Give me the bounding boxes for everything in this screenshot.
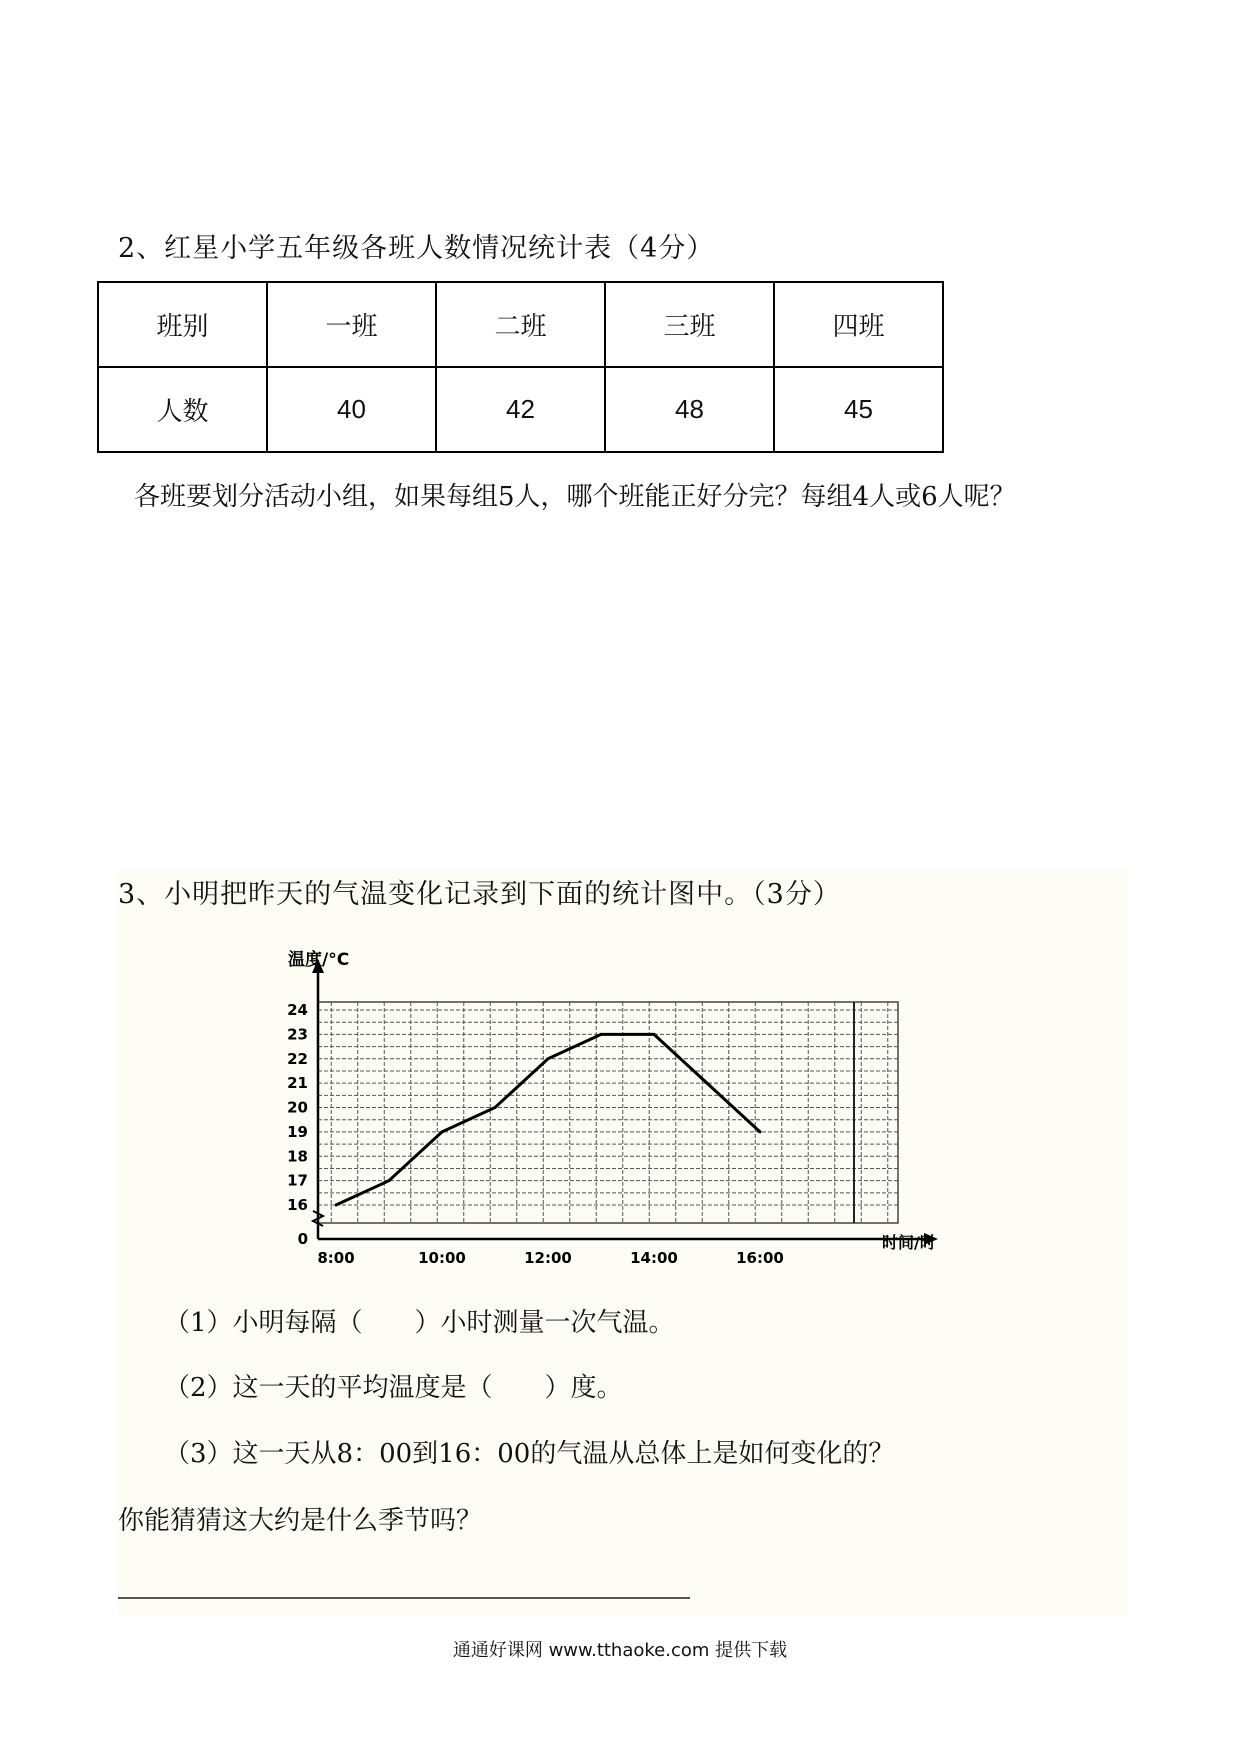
x-axis-label: 时间/时 [882, 1233, 936, 1252]
question-2-title: 2、红星小学五年级各班人数情况统计表（4分） [118, 233, 715, 264]
table-cell: 一班 [267, 282, 436, 367]
question-2-text: 各班要划分活动小组，如果每组5人，哪个班能正好分完？每组4人或6人呢？ [134, 482, 1016, 512]
table-cell: 45 [774, 367, 943, 452]
question-3-sub2: （2）这一天的平均温度是（ ）度。 [164, 1373, 623, 1403]
y-tick-label: 16 [287, 1196, 308, 1214]
table-cell: 三班 [605, 282, 774, 367]
y-tick-label: 22 [287, 1049, 308, 1068]
y-tick-label: 19 [287, 1122, 308, 1141]
data-point [335, 1204, 338, 1207]
class-size-table [97, 281, 944, 453]
data-point [706, 1082, 709, 1085]
y-axis-label: 温度/°C [288, 950, 350, 970]
footer-credit: 通通好课网 www.tthaoke.com 提供下载 [452, 1640, 788, 1661]
data-point [600, 1033, 603, 1036]
y-tick-label: 17 [287, 1171, 308, 1190]
data-point [653, 1033, 656, 1036]
table-header-row [98, 282, 943, 367]
y-tick-label: 24 [287, 1001, 308, 1019]
table-cell: 二班 [436, 282, 605, 367]
question-3-title: 3、小明把昨天的气温变化记录到下面的统计图中。（3分） [118, 879, 841, 910]
table-cell: 42 [436, 367, 605, 452]
question-3-sub3: （3）这一天从8：00到16：00的气温从总体上是如何变化的？ [164, 1439, 895, 1469]
y-tick-label: 0 [297, 1230, 308, 1248]
x-tick-label: 12:00 [524, 1249, 572, 1265]
x-tick-label: 14:00 [630, 1249, 678, 1265]
temperature-line-chart [270, 945, 970, 1265]
question-3-sub1: （1）小明每隔（ ）小时测量一次气温。 [164, 1308, 675, 1338]
table-cell: 班别 [98, 282, 267, 367]
data-point [759, 1130, 762, 1133]
table-cell: 48 [605, 367, 774, 452]
data-point [547, 1057, 550, 1060]
y-tick-label: 20 [287, 1098, 308, 1117]
table-cell: 四班 [774, 282, 943, 367]
data-point [441, 1130, 444, 1133]
table-row [98, 367, 943, 452]
question-3-sub3b: 你能猜猜这大约是什么季节吗？ [118, 1506, 483, 1536]
data-point [494, 1106, 497, 1109]
y-tick-label: 18 [287, 1147, 308, 1166]
x-tick-label: 16:00 [736, 1249, 784, 1265]
y-tick-label: 23 [287, 1025, 308, 1044]
y-tick-label: 21 [287, 1074, 308, 1093]
table-cell: 人数 [98, 367, 267, 452]
answer-line [118, 1597, 690, 1599]
table-cell: 40 [267, 367, 436, 452]
data-point [388, 1179, 391, 1182]
x-tick-label: 10:00 [418, 1249, 466, 1265]
x-tick-label: 8:00 [317, 1249, 355, 1265]
